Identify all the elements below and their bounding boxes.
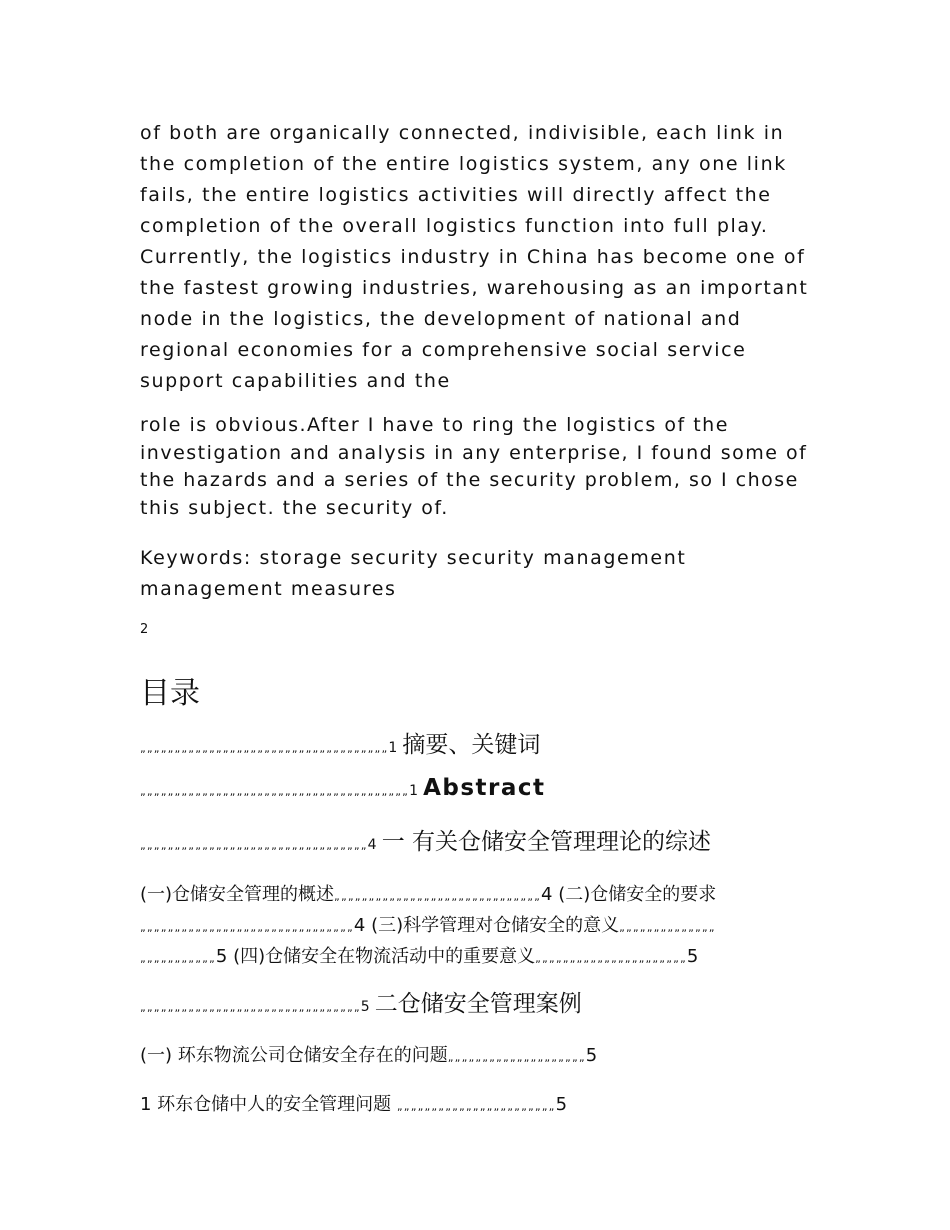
toc-entry-title: 二仓储安全管理案例: [374, 991, 582, 1017]
text-line: of both are organically connected, indivisible, each link in: [140, 122, 785, 144]
abstract-paragraph-1: [140, 118, 820, 397]
toc-entry-title: 1 环东仓储中人的安全管理问题: [140, 1094, 397, 1115]
toc-title: 目录: [140, 676, 200, 711]
toc-entry-title: (一)仓储安全管理的概述: [140, 884, 335, 905]
toc-page-number: 4: [367, 837, 377, 853]
toc-page-number: 5: [555, 1094, 568, 1115]
leader-dots: „„„„„„„„„„„„„„„„„„„„„„„„„„„„„„„„„„„„: [140, 742, 389, 755]
text-line: completion of the overall logistics function into full play.: [140, 215, 769, 237]
toc-entry-title: (四)仓储安全在物流活动中的重要意义: [233, 946, 536, 967]
toc-entry[interactable]: [140, 823, 711, 856]
text-line: this subject. the security of.: [140, 496, 449, 519]
text-line: Currently, the logistics industry in China has become one of: [140, 246, 806, 268]
text-line: the hazards and a series of the security problem, so I chose: [140, 469, 799, 491]
text-line: regional economies for a comprehensive social service: [140, 339, 747, 361]
toc-entry[interactable]: [140, 985, 582, 1018]
toc-entry[interactable]: [140, 911, 716, 937]
text-line: the completion of the entire logistics system, any one link: [140, 153, 787, 175]
toc-page-number: 4: [353, 915, 366, 936]
toc-entry-title: (一) 环东物流公司仓储安全存在的问题: [140, 1045, 448, 1066]
toc-entry[interactable]: [140, 942, 698, 968]
toc-entry[interactable]: [140, 726, 540, 759]
leader-dots: „„„„„„„„„„„„„„„„„„„„„„„„„„„„„„„„: [140, 1001, 361, 1014]
toc-page-number: 5: [360, 999, 370, 1015]
text-line: investigation and analysis in any enterprise, I found some of: [140, 441, 808, 464]
text-line: support capabilities and the: [140, 370, 451, 392]
text-line: management measures: [140, 578, 397, 600]
leader-dots: „„„„„„„„„„„„„„„„„„„„„„: [535, 952, 687, 965]
leader-dots: „„„„„„„„„„„„„„„„„„„„„„„„„„„„„„„„„„„„„„„: [140, 785, 410, 798]
text-line: fails, the entire logistics activities will directly affect the: [140, 184, 772, 206]
text-line: the fastest growing industries, warehousing as an important: [140, 277, 809, 299]
toc-entry-title: 一 有关仓储安全管理理论的综述: [381, 829, 711, 855]
toc-page-number: 1: [409, 783, 418, 799]
leader-dots: „„„„„„„„„„„: [140, 952, 216, 965]
toc-page-number: 1: [388, 740, 398, 756]
toc-page-number: 5: [215, 946, 228, 967]
leader-dots: „„„„„„„„„„„„„„„„„„„„: [447, 1051, 586, 1064]
text-line: Keywords: storage security security management: [140, 547, 687, 569]
leader-dots: „„„„„„„„„„„„„„: [619, 921, 716, 934]
toc-entry[interactable]: [140, 880, 716, 906]
leader-dots: „„„„„„„„„„„„„„„„„„„„„„„„„„„„„„„„„: [140, 839, 368, 852]
toc-entry[interactable]: [140, 1090, 567, 1116]
leader-dots: „„„„„„„„„„„„„„„„„„„„„„„„„„„„„„: [334, 890, 542, 903]
toc-page-number: 5: [585, 1045, 598, 1066]
abstract-paragraph-2: [140, 412, 820, 522]
keywords: [140, 543, 820, 605]
text-line: node in the logistics, the development of national and: [140, 308, 742, 330]
toc-entry[interactable]: [140, 1041, 597, 1067]
toc-page-number: 5: [686, 946, 699, 967]
page-number: 2: [140, 622, 149, 637]
leader-dots: „„„„„„„„„„„„„„„„„„„„„„„: [396, 1100, 556, 1113]
toc-page-number: 4: [541, 884, 553, 905]
leader-dots: „„„„„„„„„„„„„„„„„„„„„„„„„„„„„„„: [140, 921, 354, 934]
toc-entry-title: (二)仓储安全的要求: [558, 884, 717, 905]
toc-entry[interactable]: [140, 775, 546, 801]
toc-entry-title: 摘要、关键词: [402, 732, 541, 758]
toc-entry-title: (三)科学管理对仓储安全的意义: [371, 915, 620, 936]
text-line: role is obvious.After I have to ring the logistics of the: [140, 414, 729, 436]
toc-entry-title: Abstract: [423, 775, 546, 801]
